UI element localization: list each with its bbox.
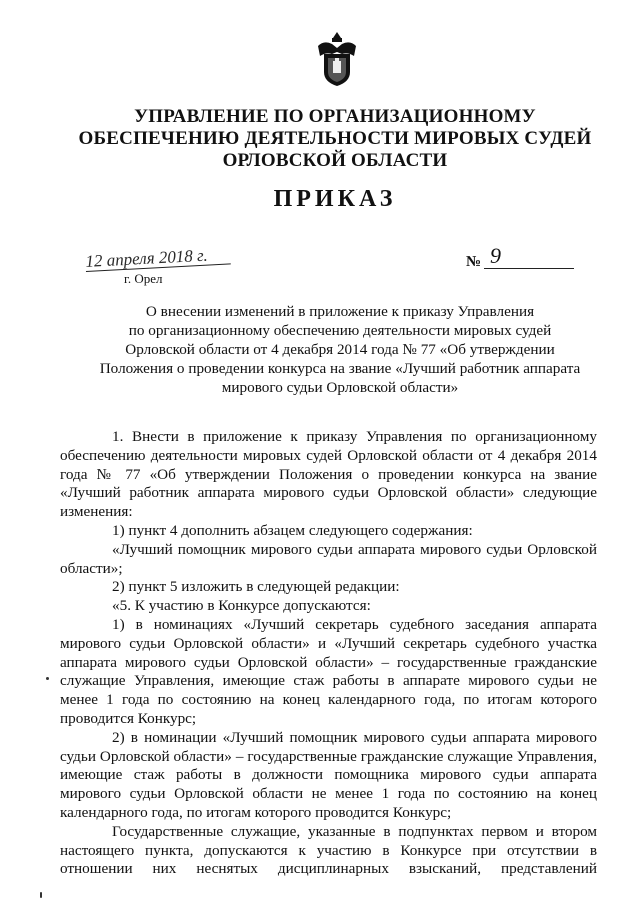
scan-speck: [46, 677, 49, 680]
subject-line-5: мирового судьи Орловской области»: [221, 379, 459, 396]
body-paragraph-5: «5. К участию в Конкурсе допускаются:: [112, 597, 371, 615]
body-paragraph-2: 1) пункт 4 дополнить абзацем следующего содержания:: [112, 521, 473, 539]
body-paragraph-8: Государственные служащие, указанные в подпунктах первом и втором настоящего пункта, допускаются к участию в Конкурсе при отсутствии в отношении них неснятых дисциплинарных взысканий, представлений: [60, 822, 597, 878]
body-paragraph-7: 2) в номинации «Лучший помощник мирового судьи аппарата мирового судьи Орловской области» – государственные гражданские служащие Управления, имеющие стаж работы в должности помощника мирового судьи аппарата мирового судьи Орловской области не менее 1 года по состоянию на конец календарного года, по итогам которого проводится Конкурс;: [60, 728, 597, 821]
number-label: №: [466, 254, 482, 270]
scan-speck: [40, 892, 42, 898]
order-subject: [80, 302, 600, 397]
emblem: [312, 30, 362, 88]
order-city: г. Орел: [124, 271, 163, 286]
subject-line-4: Положения о проведении конкурса на звание «Лучший работник аппарата: [99, 360, 581, 377]
subject-line-1: О внесении изменений в приложение к приказу Управления: [145, 303, 535, 320]
subject-line-3: Орловской области от 4 декабря 2014 года № 77 «Об утверждении: [125, 341, 555, 358]
organization-line-2: ОБЕСПЕЧЕНИЮ ДЕЯТЕЛЬНОСТИ МИРОВЫХ СУДЕЙ: [78, 128, 592, 149]
organization-line-3: ОРЛОВСКОЙ ОБЛАСТИ: [222, 150, 448, 171]
organization-name: [60, 106, 610, 172]
body-paragraph-1: 1. Внести в приложение к приказу Управления по организационному обеспечению деятельности мировых судей Орловской области от 4 декабря 2014 года № 77 «Об утверждении Положения о проведении конкурса на звание «Лучший работник аппарата мирового судьи Орловской области» следующие изменения:: [60, 428, 597, 521]
coat-of-arms-icon: [312, 30, 362, 88]
body-paragraph-3: «Лучший помощник мирового судьи аппарата мирового судьи Орловской области»;: [60, 540, 597, 577]
order-date: 12 апреля 2018 г.: [85, 244, 231, 272]
order-body: [60, 428, 597, 879]
order-number: 9: [484, 244, 574, 269]
body-paragraph-6: 1) в номинациях «Лучший секретарь судебного заседания аппарата мирового судьи Орловской области» и «Лучший секретарь судебного участка аппарата мирового судьи Орловской области» – государственные гражданские служащие Управления, имеющие стаж работы в аппарате мирового судьи не менее 1 года по состоянию на конец календарного года, по итогам которого проводится Конкурс;: [60, 615, 597, 727]
document-type: ПРИКАЗ: [273, 186, 397, 212]
subject-line-2: по организационному обеспечению деятельности мировых судей: [128, 322, 552, 339]
body-paragraph-4: 2) пункт 5 изложить в следующей редакции:: [112, 578, 400, 596]
organization-line-1: УПРАВЛЕНИЕ ПО ОРГАНИЗАЦИОННОМУ: [134, 106, 536, 127]
